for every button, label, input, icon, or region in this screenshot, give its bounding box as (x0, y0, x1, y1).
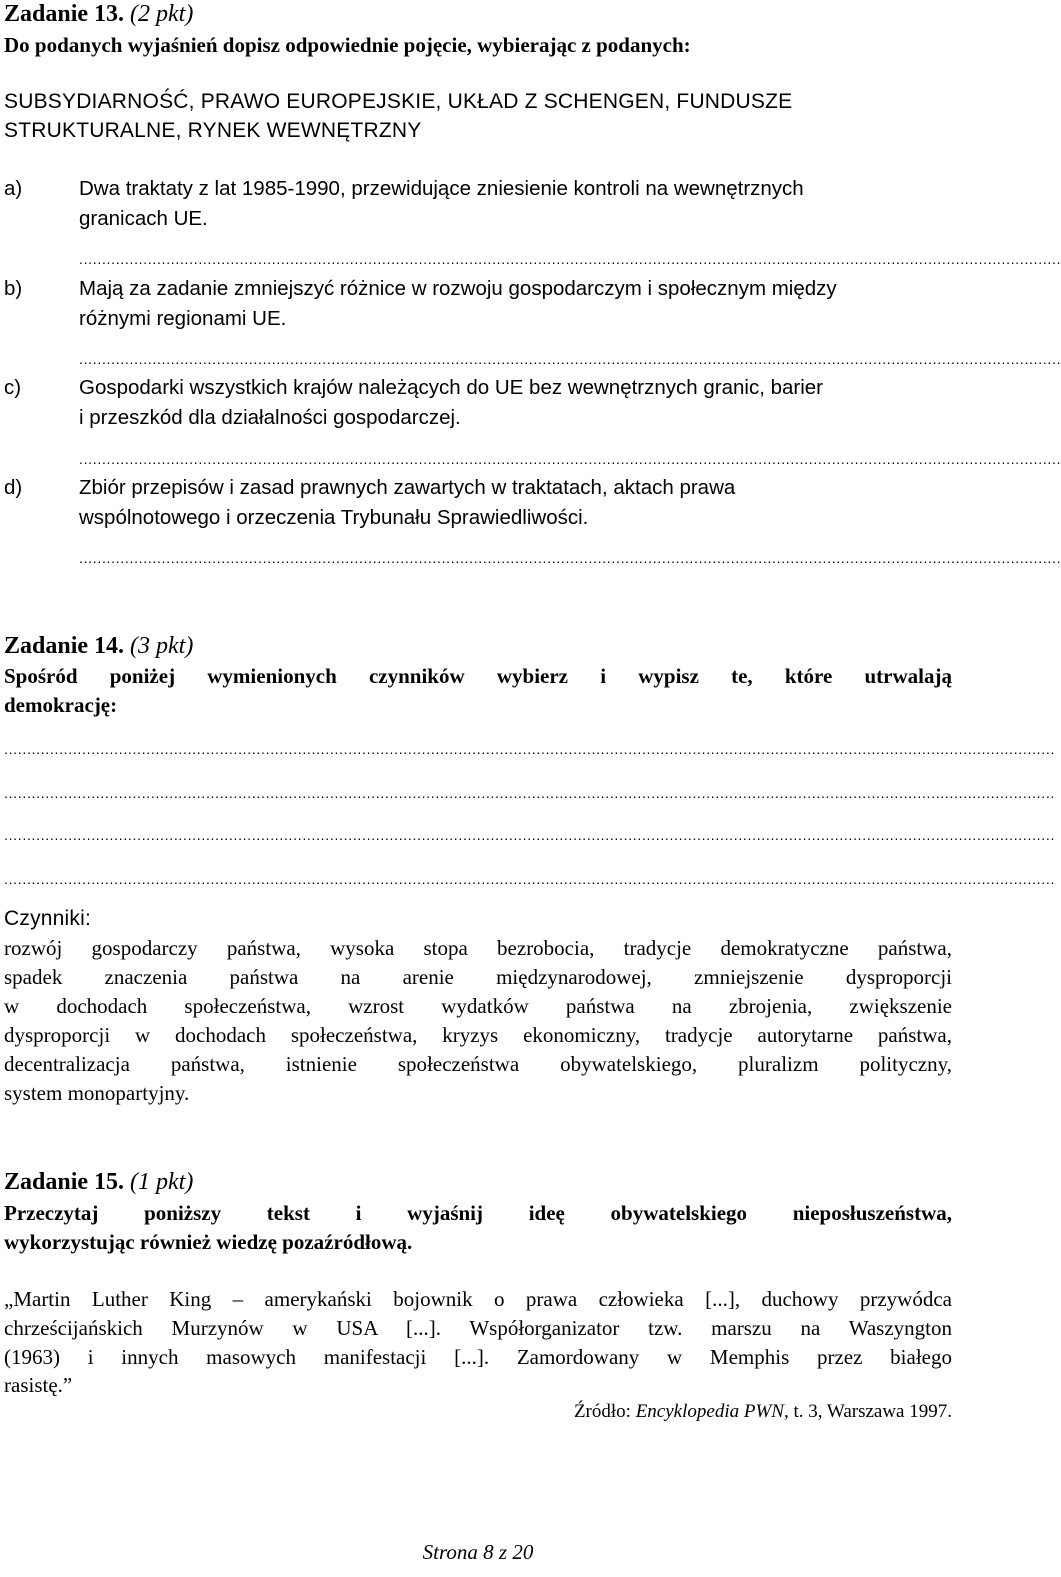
item-text-line2: granicach UE. (79, 207, 208, 230)
item-text-line1: Zbiór przepisów i zasad prawnych zawartych w traktatach, aktach prawa (79, 476, 736, 499)
task14-points: (3 pkt) (130, 633, 194, 659)
item-label: d) (4, 476, 23, 499)
item-text-line2: i przeszkód dla działalności gospodarczej. (79, 406, 461, 429)
factors-line: dysproporcji w dochodach społeczeństwa, kryzys ekonomiczny, tradycje autorytarne państwa, (4, 1023, 952, 1047)
answer-line-14-2[interactable]: ..................................................................................................................................................................................................................................... (4, 785, 1056, 801)
task14-instruction-line2: demokrację: (4, 693, 118, 717)
item-text-line2: różnymi regionami UE. (79, 307, 287, 330)
task13-terms-line2: STRUKTURALNE, RYNEK WEWNĘTRZNY (4, 119, 422, 142)
quote-line: „Martin Luther King – amerykański bojownik o prawa człowieka [...], duchowy przywódca (4, 1287, 952, 1311)
task15-heading (4, 1168, 193, 1196)
task15-instruction-line1: Przeczytaj poniższy tekst i wyjaśnij ideę obywatelskiego nieposłuszeństwa, (4, 1201, 952, 1225)
item-label: a) (4, 177, 23, 200)
task15-instruction-line2: wykorzystując również wiedzę pozaźródłową. (4, 1230, 413, 1254)
factors-line: system monopartyjny. (4, 1081, 190, 1105)
quote-line: rasistę.” (4, 1373, 73, 1397)
task15-title: Zadanie 15. (4, 1169, 125, 1195)
task14-heading (4, 632, 193, 660)
quote-line: (1963) i innych masowych manifestacji [...]. Zamordowany w Memphis przez białego (4, 1345, 952, 1369)
item-text-line1: Dwa traktaty z lat 1985-1990, przewidujące zniesienie kontroli na wewnętrznych (79, 177, 804, 200)
answer-line-d[interactable]: ...................................................................................................................................................................................................................... (79, 550, 1061, 566)
factors-label: Czynniki: (4, 907, 91, 930)
factors-line: w dochodach społeczeństwa, wzrost wydatków państwa na zbrojenia, zwiększenie (4, 994, 952, 1018)
source-title: Encyklopedia PWN (635, 1401, 784, 1422)
item-text-line1: Gospodarki wszystkich krajów należących do UE bez wewnętrznych granic, barier (79, 376, 824, 399)
page-footer: Strona 8 z 20 (422, 1540, 534, 1564)
task13-title: Zadanie 13. (4, 1, 125, 27)
factors-line: decentralizacja państwa, istnienie społeczeństwa obywatelskiego, pluralizm polityczny, (4, 1052, 952, 1076)
task13-terms-line1: SUBSYDIARNOŚĆ, PRAWO EUROPEJSKIE, UKŁAD Z SCHENGEN, FUNDUSZE (4, 90, 793, 113)
task13-points: (2 pkt) (130, 1, 194, 27)
answer-line-c[interactable]: ...................................................................................................................................................................................................................... (79, 451, 1061, 467)
answer-line-b[interactable]: ...................................................................................................................................................................................................................... (79, 351, 1061, 367)
answer-line-a[interactable]: ...................................................................................................................................................................................................................... (79, 251, 1061, 267)
quote-source (574, 1400, 952, 1424)
item-label: b) (4, 277, 23, 300)
answer-line-14-4[interactable]: ..................................................................................................................................................................................................................................... (4, 871, 1056, 887)
task15-points: (1 pkt) (130, 1169, 194, 1195)
factors-line: spadek znaczenia państwa na arenie międzynarodowej, zmniejszenie dysproporcji (4, 965, 952, 989)
item-text-line1: Mają za zadanie zmniejszyć różnice w rozwoju gospodarczym i społecznym między (79, 277, 837, 300)
item-label: c) (4, 376, 22, 399)
task13-heading (4, 0, 193, 28)
source-prefix: Źródło: (573, 1401, 636, 1422)
task14-title: Zadanie 14. (4, 633, 125, 659)
factors-line: rozwój gospodarczy państwa, wysoka stopa bezrobocia, tradycje demokratyczne państwa, (4, 936, 952, 960)
item-text-line2: wspólnotowego i orzeczenia Trybunału Sprawiedliwości. (79, 506, 589, 529)
source-suffix: , t. 3, Warszawa 1997. (783, 1401, 952, 1422)
task13-instruction: Do podanych wyjaśnień dopisz odpowiednie pojęcie, wybierając z podanych: (4, 33, 691, 57)
task14-instruction-line1: Spośród poniżej wymienionych czynników wybierz i wypisz te, które utrwalają (4, 664, 952, 688)
quote-line: chrześcijańskich Murzynów w USA [...]. Współorganizator tzw. marszu na Waszyngton (4, 1316, 952, 1340)
answer-line-14-3[interactable]: ..................................................................................................................................................................................................................................... (4, 827, 1056, 843)
answer-line-14-1[interactable]: ..................................................................................................................................................................................................................................... (4, 741, 1056, 757)
